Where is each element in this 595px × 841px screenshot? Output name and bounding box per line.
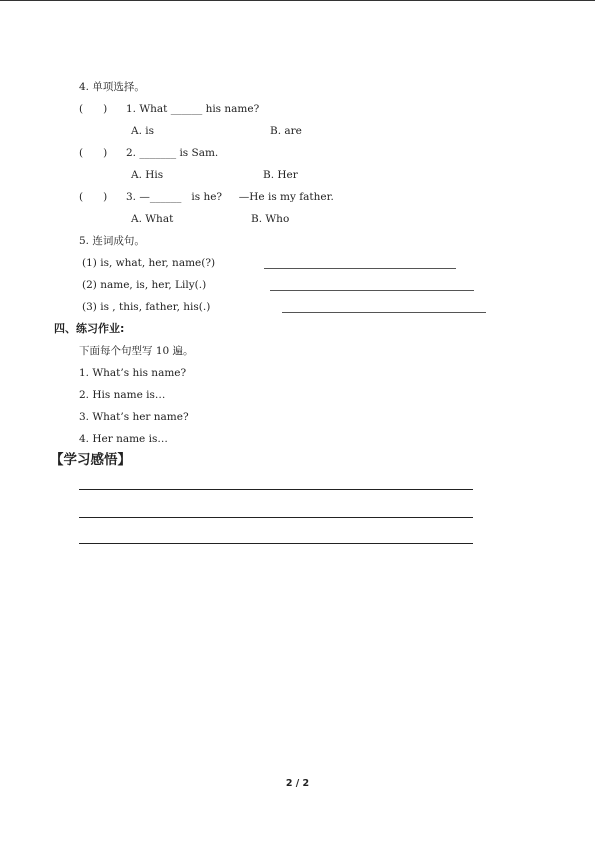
q4-3-paren: ( ) <box>79 191 108 203</box>
q4-1-option-a: A. is <box>131 125 155 137</box>
reflection-writing-line-3 <box>79 543 473 544</box>
q5-answer-line-1 <box>264 268 456 269</box>
page-number: 2 / 2 <box>285 778 310 789</box>
q4-1-option-b: B. are <box>270 125 302 137</box>
page-top-border <box>0 0 595 1</box>
q5-item-3: (3) is , this, father, his(.) <box>82 301 211 313</box>
q5-answer-line-2 <box>270 290 474 291</box>
q5-answer-line-3 <box>282 312 486 313</box>
section4-line-4: 4. Her name is… <box>79 433 168 445</box>
reflection-writing-line-2 <box>79 517 473 518</box>
section4-heading: 四、练习作业: <box>54 322 125 335</box>
q5-item-2: (2) name, is, her, Lily(.) <box>82 279 207 291</box>
q4-2-stem: 2. _______ is Sam. <box>126 147 219 159</box>
q4-heading: 4. 单项选择。 <box>79 81 145 93</box>
q4-1-paren: ( ) <box>79 103 108 115</box>
section4-instruction: 下面每个句型写 10 遍。 <box>79 345 194 357</box>
q4-3-option-a: A. What <box>131 213 174 225</box>
q4-3-stem: 3. —______ is he? —He is my father. <box>126 191 334 203</box>
section4-line-2: 2. His name is… <box>79 389 166 401</box>
q4-2-option-b: B. Her <box>263 169 298 181</box>
q4-3-option-b: B. Who <box>251 213 290 225</box>
section4-line-1: 1. What’s his name? <box>79 367 187 379</box>
q4-2-option-a: A. His <box>131 169 164 181</box>
q4-1-stem: 1. What ______ his name? <box>126 103 260 115</box>
q4-2-paren: ( ) <box>79 147 108 159</box>
q5-heading: 5. 连词成句。 <box>79 235 145 247</box>
reflection-title: 【学习感悟】 <box>50 452 131 468</box>
reflection-writing-line-1 <box>79 489 473 490</box>
q5-item-1: (1) is, what, her, name(?) <box>82 257 216 269</box>
section4-line-3: 3. What’s her name? <box>79 411 189 423</box>
